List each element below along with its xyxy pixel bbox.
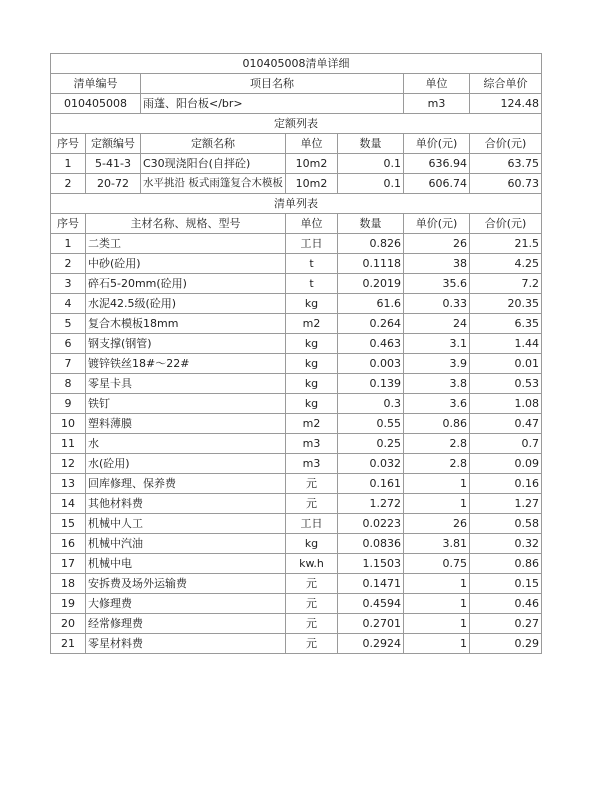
material-price: 1 (404, 614, 470, 634)
quota-name: 水平挑沿 板式雨篷复合木模板 (141, 174, 286, 194)
material-qty: 0.55 (338, 414, 404, 434)
material-price: 1 (404, 634, 470, 654)
material-name: 碎石5-20mm(砼用) (86, 274, 286, 294)
material-total: 1.44 (470, 334, 542, 354)
material-price: 0.33 (404, 294, 470, 314)
material-price: 0.75 (404, 554, 470, 574)
material-no: 15 (51, 514, 86, 534)
material-no: 18 (51, 574, 86, 594)
material-price: 2.8 (404, 434, 470, 454)
quota-price: 606.74 (404, 174, 470, 194)
material-price: 1 (404, 574, 470, 594)
material-qty: 0.032 (338, 454, 404, 474)
quota-section-title: 定额列表 (51, 114, 542, 134)
quota-code: 5-41-3 (86, 154, 141, 174)
material-price: 1 (404, 594, 470, 614)
material-row (51, 634, 542, 654)
material-price: 26 (404, 234, 470, 254)
material-total: 0.16 (470, 474, 542, 494)
material-name-header: 主材名称、规格、型号 (86, 214, 286, 234)
material-row (51, 314, 542, 334)
material-name: 镀锌铁丝18#～22# (86, 354, 286, 374)
material-name: 塑料薄膜 (86, 414, 286, 434)
material-qty-header: 数量 (338, 214, 404, 234)
material-price: 1 (404, 474, 470, 494)
material-qty: 0.264 (338, 314, 404, 334)
material-no: 5 (51, 314, 86, 334)
material-no: 6 (51, 334, 86, 354)
material-price: 3.81 (404, 534, 470, 554)
material-no: 9 (51, 394, 86, 414)
quota-no: 1 (51, 154, 86, 174)
material-qty: 0.3 (338, 394, 404, 414)
material-total: 6.35 (470, 314, 542, 334)
material-name: 经常修理费 (86, 614, 286, 634)
material-qty: 0.1118 (338, 254, 404, 274)
material-unit: kg (286, 534, 338, 554)
material-qty: 0.139 (338, 374, 404, 394)
material-qty: 0.826 (338, 234, 404, 254)
sheet-title: 010405008清单详细 (51, 54, 542, 74)
material-no: 19 (51, 594, 86, 614)
quota-code: 20-72 (86, 174, 141, 194)
material-total: 1.08 (470, 394, 542, 414)
material-row (51, 254, 542, 274)
quota-unit: 10m2 (286, 154, 338, 174)
material-total: 0.53 (470, 374, 542, 394)
bill-detail-table (50, 53, 542, 654)
material-qty: 1.1503 (338, 554, 404, 574)
material-row (51, 514, 542, 534)
quota-no-header: 序号 (51, 134, 86, 154)
material-unit: 元 (286, 614, 338, 634)
material-unit: kg (286, 394, 338, 414)
material-no: 12 (51, 454, 86, 474)
material-unit: 元 (286, 574, 338, 594)
quota-code-header: 定额编号 (86, 134, 141, 154)
material-unit: m2 (286, 314, 338, 334)
material-section-title: 清单列表 (51, 194, 542, 214)
material-qty: 0.1471 (338, 574, 404, 594)
material-name: 安拆费及场外运输费 (86, 574, 286, 594)
bill-row (51, 94, 542, 114)
material-name: 二类工 (86, 234, 286, 254)
material-unit: t (286, 274, 338, 294)
material-no: 16 (51, 534, 86, 554)
material-no: 17 (51, 554, 86, 574)
material-unit-header: 单位 (286, 214, 338, 234)
bill-code-header: 清单编号 (51, 74, 141, 94)
material-price: 38 (404, 254, 470, 274)
material-unit: m3 (286, 454, 338, 474)
material-name: 机械中人工 (86, 514, 286, 534)
material-price: 0.86 (404, 414, 470, 434)
material-row (51, 294, 542, 314)
material-no: 8 (51, 374, 86, 394)
material-no: 4 (51, 294, 86, 314)
material-row (51, 554, 542, 574)
material-price: 3.1 (404, 334, 470, 354)
quota-price-header: 单价(元) (404, 134, 470, 154)
bill-unit-header: 单位 (404, 74, 470, 94)
material-price: 35.6 (404, 274, 470, 294)
material-no: 14 (51, 494, 86, 514)
material-name: 机械中电 (86, 554, 286, 574)
material-price: 1 (404, 494, 470, 514)
material-name: 钢支撑(钢管) (86, 334, 286, 354)
material-unit: kg (286, 334, 338, 354)
quota-row (51, 174, 542, 194)
material-qty: 0.161 (338, 474, 404, 494)
material-qty: 0.25 (338, 434, 404, 454)
material-unit: 元 (286, 594, 338, 614)
material-price: 26 (404, 514, 470, 534)
material-name: 复合木模板18mm (86, 314, 286, 334)
material-qty: 0.003 (338, 354, 404, 374)
quota-row (51, 154, 542, 174)
material-total: 0.58 (470, 514, 542, 534)
material-qty: 0.0836 (338, 534, 404, 554)
material-no: 21 (51, 634, 86, 654)
quota-total: 60.73 (470, 174, 542, 194)
material-header-row (51, 214, 542, 234)
material-unit: kg (286, 354, 338, 374)
material-name: 零星卡具 (86, 374, 286, 394)
material-price: 3.8 (404, 374, 470, 394)
material-qty: 0.2924 (338, 634, 404, 654)
material-total: 0.46 (470, 594, 542, 614)
material-row (51, 614, 542, 634)
title-row (51, 54, 542, 74)
material-total: 0.09 (470, 454, 542, 474)
material-row (51, 414, 542, 434)
material-total: 20.35 (470, 294, 542, 314)
material-unit: kg (286, 374, 338, 394)
material-name: 其他材料费 (86, 494, 286, 514)
quota-unit-header: 单位 (286, 134, 338, 154)
material-total: 21.5 (470, 234, 542, 254)
material-name: 回库修理、保养费 (86, 474, 286, 494)
material-total: 0.86 (470, 554, 542, 574)
bill-unit: m3 (404, 94, 470, 114)
material-qty: 1.272 (338, 494, 404, 514)
material-total: 7.2 (470, 274, 542, 294)
material-no: 2 (51, 254, 86, 274)
quota-qty: 0.1 (338, 174, 404, 194)
material-unit: 元 (286, 634, 338, 654)
quota-name: C30现浇阳台(自拌砼) (141, 154, 286, 174)
material-section-row (51, 194, 542, 214)
material-no: 7 (51, 354, 86, 374)
material-total: 1.27 (470, 494, 542, 514)
material-name: 铁钉 (86, 394, 286, 414)
quota-total-header: 合价(元) (470, 134, 542, 154)
material-unit: 工日 (286, 514, 338, 534)
material-total-header: 合价(元) (470, 214, 542, 234)
quota-unit: 10m2 (286, 174, 338, 194)
material-name: 大修理费 (86, 594, 286, 614)
quota-name-header: 定额名称 (141, 134, 286, 154)
material-row (51, 434, 542, 454)
material-qty: 0.4594 (338, 594, 404, 614)
material-unit: m3 (286, 434, 338, 454)
bill-code: 010405008 (51, 94, 141, 114)
material-row (51, 534, 542, 554)
material-no: 1 (51, 234, 86, 254)
material-unit: 工日 (286, 234, 338, 254)
quota-qty: 0.1 (338, 154, 404, 174)
material-unit: m2 (286, 414, 338, 434)
material-unit: 元 (286, 474, 338, 494)
material-total: 0.32 (470, 534, 542, 554)
material-qty: 0.2701 (338, 614, 404, 634)
material-no-header: 序号 (51, 214, 86, 234)
quota-no: 2 (51, 174, 86, 194)
material-row (51, 394, 542, 414)
material-unit: kw.h (286, 554, 338, 574)
material-qty: 61.6 (338, 294, 404, 314)
material-row (51, 594, 542, 614)
material-row (51, 334, 542, 354)
material-price-header: 单价(元) (404, 214, 470, 234)
material-name: 零星材料费 (86, 634, 286, 654)
material-unit: 元 (286, 494, 338, 514)
material-name: 水(砼用) (86, 454, 286, 474)
material-price: 2.8 (404, 454, 470, 474)
material-qty: 0.463 (338, 334, 404, 354)
material-row (51, 494, 542, 514)
material-name: 水 (86, 434, 286, 454)
quota-total: 63.75 (470, 154, 542, 174)
material-total: 0.47 (470, 414, 542, 434)
material-price: 24 (404, 314, 470, 334)
material-row (51, 454, 542, 474)
material-name: 水泥42.5级(砼用) (86, 294, 286, 314)
material-row (51, 234, 542, 254)
material-total: 0.7 (470, 434, 542, 454)
material-total: 0.27 (470, 614, 542, 634)
bill-price-header: 综合单价 (470, 74, 542, 94)
material-no: 20 (51, 614, 86, 634)
quota-header-row (51, 134, 542, 154)
material-row (51, 474, 542, 494)
bill-price: 124.48 (470, 94, 542, 114)
material-no: 13 (51, 474, 86, 494)
quota-qty-header: 数量 (338, 134, 404, 154)
material-total: 0.29 (470, 634, 542, 654)
material-row (51, 374, 542, 394)
material-row (51, 574, 542, 594)
material-unit: kg (286, 294, 338, 314)
bill-name: 雨蓬、阳台板</br> (141, 94, 404, 114)
material-name: 中砂(砼用) (86, 254, 286, 274)
material-total: 0.15 (470, 574, 542, 594)
quota-section-row (51, 114, 542, 134)
material-total: 4.25 (470, 254, 542, 274)
material-qty: 0.2019 (338, 274, 404, 294)
material-row (51, 274, 542, 294)
material-qty: 0.0223 (338, 514, 404, 534)
material-row (51, 354, 542, 374)
bill-header-row (51, 74, 542, 94)
bill-name-header: 项目名称 (141, 74, 404, 94)
material-price: 3.9 (404, 354, 470, 374)
material-name: 机械中汽油 (86, 534, 286, 554)
material-price: 3.6 (404, 394, 470, 414)
quota-price: 636.94 (404, 154, 470, 174)
material-no: 10 (51, 414, 86, 434)
material-no: 11 (51, 434, 86, 454)
material-no: 3 (51, 274, 86, 294)
material-total: 0.01 (470, 354, 542, 374)
material-unit: t (286, 254, 338, 274)
